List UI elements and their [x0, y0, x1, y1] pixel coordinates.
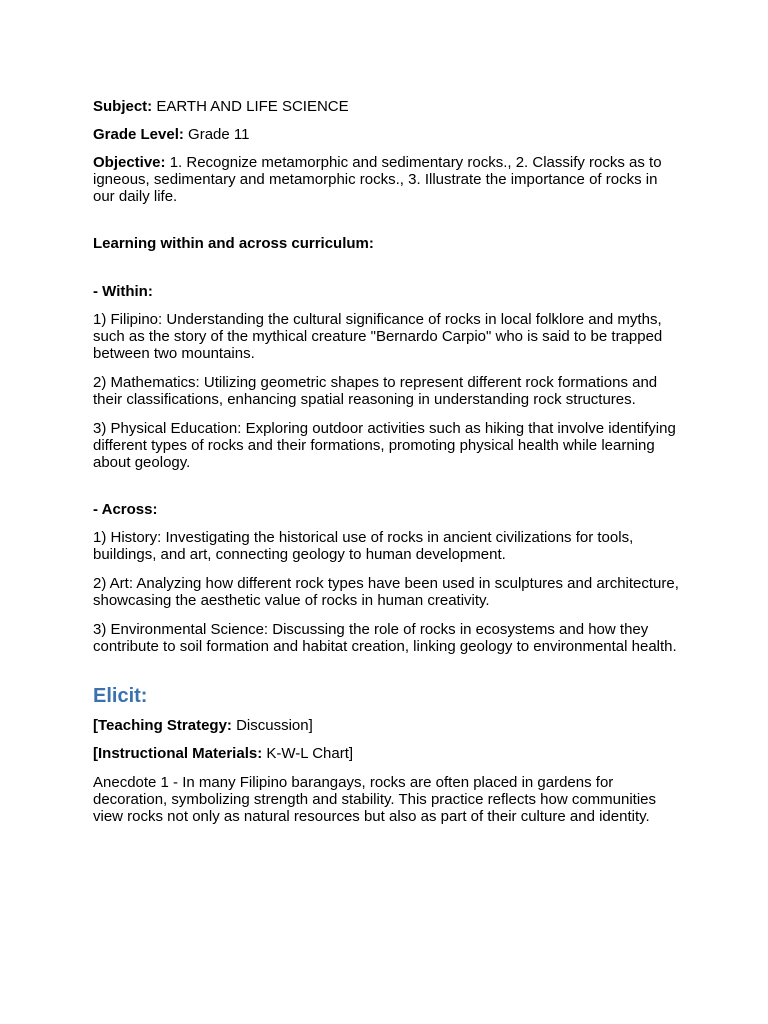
subject-value: EARTH AND LIFE SCIENCE	[156, 98, 349, 115]
instructional-materials-line	[93, 745, 683, 762]
teaching-strategy-value: Discussion]	[231, 717, 313, 734]
within-item-mathematics: 2) Mathematics: Utilizing geometric shapes to represent different rock formations and their classifications, enhancing spatial reasoning in understanding rock structures.	[93, 374, 658, 408]
grade-level-line	[93, 126, 683, 143]
teaching-strategy-line	[93, 717, 683, 734]
instructional-materials-label: Instructional Materials:	[98, 745, 263, 762]
subject-line	[93, 98, 683, 115]
across-heading: - Across:	[93, 501, 158, 518]
instructional-materials-value: K-W-L Chart]	[262, 745, 354, 762]
subject-label: Subject:	[93, 98, 153, 115]
grade-level-value: Grade 11	[188, 126, 250, 143]
instructional-materials-bracket: [	[93, 745, 98, 762]
teaching-strategy-bracket: [	[93, 717, 98, 734]
elicit-heading: Elicit:	[93, 685, 148, 707]
across-item-art: 2) Art: Analyzing how different rock types have been used in sculptures and architecture, showcasing the aesthetic value of rocks in human creativity.	[93, 575, 679, 609]
teaching-strategy-label: Teaching Strategy:	[98, 717, 232, 734]
learning-heading: Learning within and across curriculum:	[93, 235, 374, 252]
objective-label: Objective:	[93, 154, 166, 171]
lesson-plan-content	[93, 98, 683, 825]
across-item-history: 1) History: Investigating the historical use of rocks in ancient civilizations for tools, buildings, and art, connecting geology to human development.	[93, 529, 634, 563]
anecdote-paragraph: Anecdote 1 - In many Filipino barangays, rocks are often placed in gardens for decoration, symbolizing strength and stability. This practice reflects how communities view rocks not only as natural resources but also as part of their culture and identity.	[93, 774, 657, 825]
grade-level-label: Grade Level:	[93, 126, 184, 143]
within-item-filipino: 1) Filipino: Understanding the cultural significance of rocks in local folklore and myths, such as the story of the mythical creature "Bernardo Carpio" who is said to be trapped between two mountains.	[93, 311, 663, 362]
objective-paragraph	[93, 154, 683, 205]
within-heading: - Within:	[93, 283, 153, 300]
across-item-environmental-science: 3) Environmental Science: Discussing the role of rocks in ecosystems and how they contribute to soil formation and habitat creation, linking geology to environmental health.	[93, 621, 677, 655]
objective-text: 1. Recognize metamorphic and sedimentary rocks., 2. Classify rocks as to igneous, sedimentary and metamorphic rocks., 3. Illustrate the importance of rocks in our daily life.	[93, 154, 662, 205]
within-item-physical-education: 3) Physical Education: Exploring outdoor activities such as hiking that involve identifying different types of rocks and their formations, promoting physical health while learning about geology.	[93, 420, 676, 471]
